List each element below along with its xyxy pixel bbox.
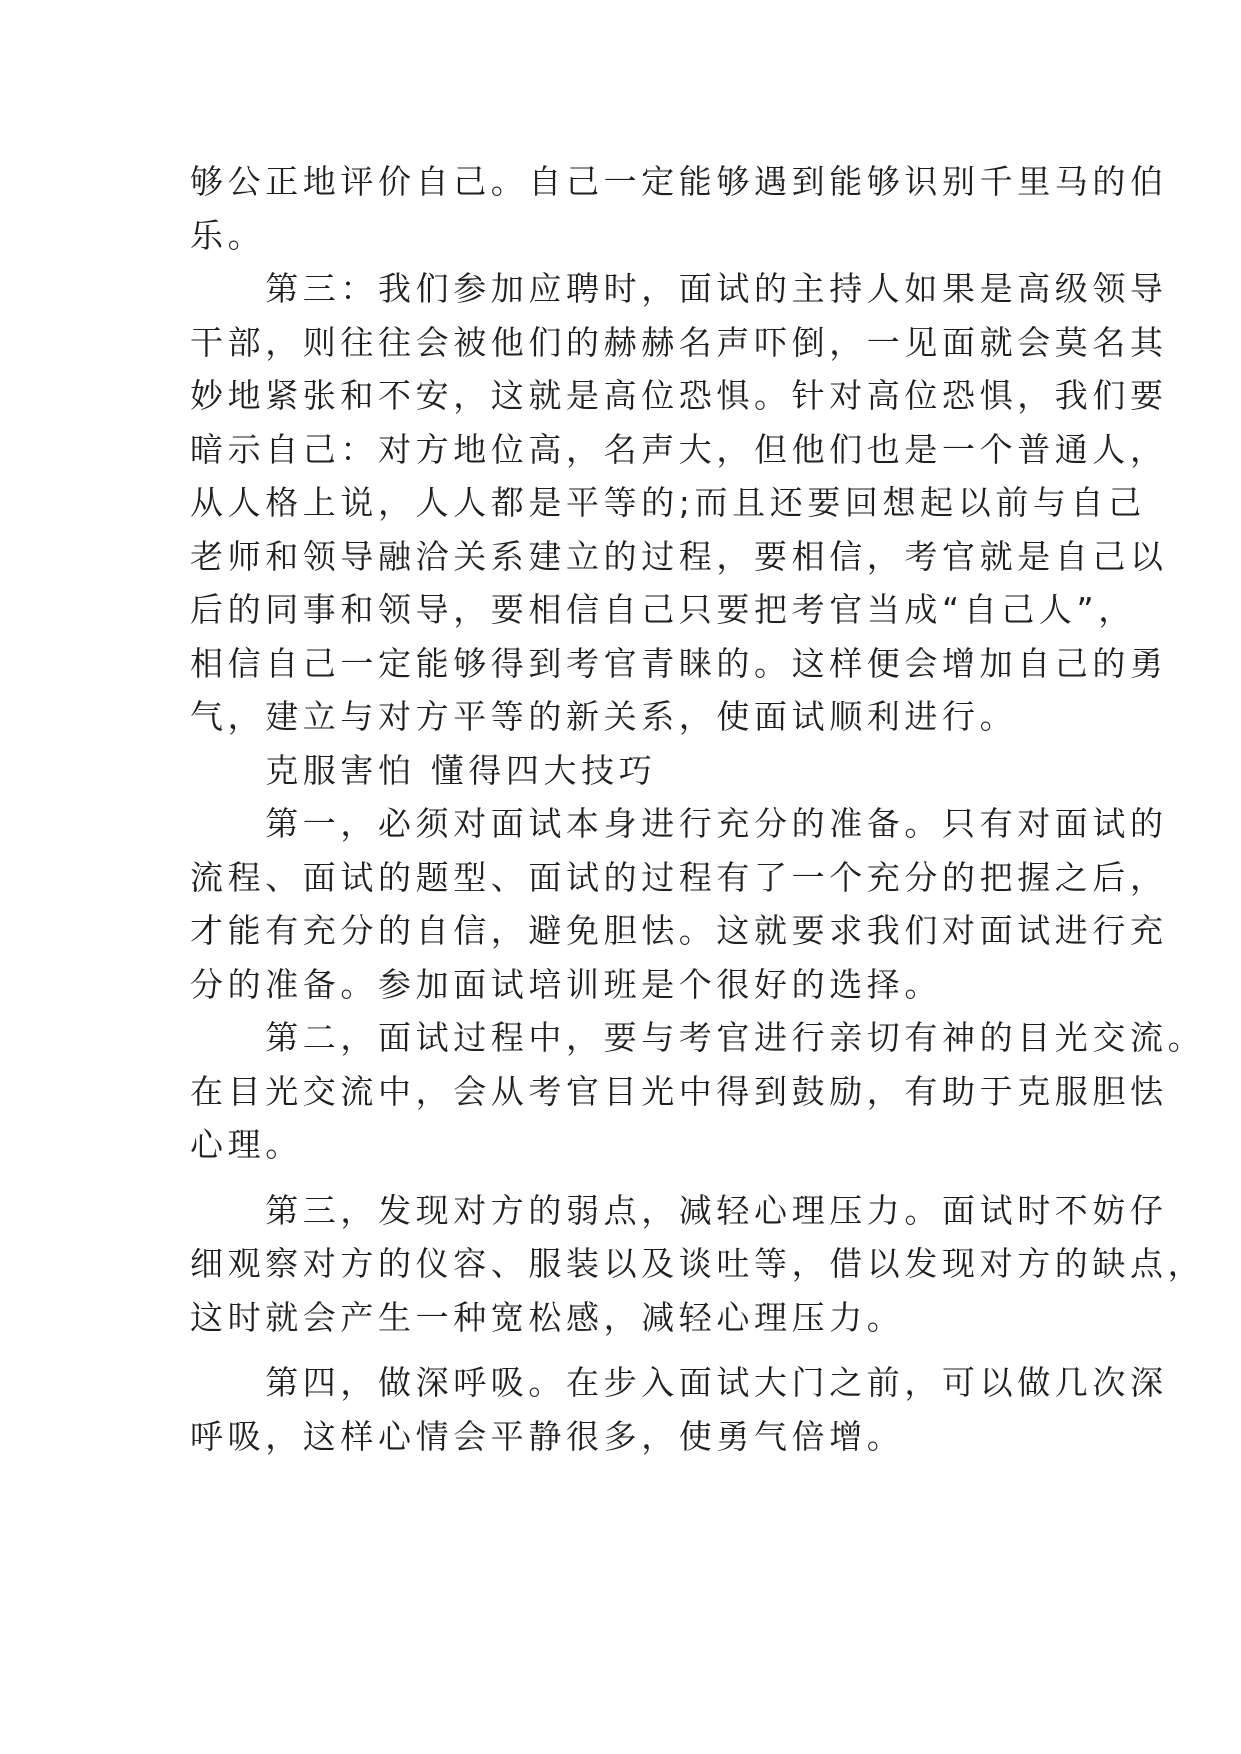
text-line: 从人格上说，人人都是平等的;而且还要回想起以前与自己 [190,483,1146,522]
section-heading: 克服害怕 懂得四大技巧 [190,750,657,790]
text-line: 才能有充分的自信，避免胆怯。这就要求我们对面试进行充 [190,911,1168,950]
text-line: 相信自己一定能够得到考官青睐的。这样便会增加自己的勇 [190,643,1168,683]
text-line: 心理。 [190,1125,303,1164]
text-line: 呼吸，这样心情会平静很多，使勇气倍增。 [190,1416,905,1456]
document-body [190,155,1206,1463]
text-line: 够公正地评价自己。自己一定能够遇到能够识别千里马的伯 [190,162,1168,201]
text-line: 细观察对方的仪容、服装以及谈吐等，借以发现对方的缺点， [190,1244,1206,1283]
text-line: 气，建立与对方平等的新关系，使面试顺利进行。 [190,697,1018,736]
text-line: 暗示自己：对方地位高，名声大，但他们也是一个普通人， [190,429,1168,469]
text-line: 流程、面试的题型、面试的过程有了一个充分的把握之后， [190,857,1168,897]
text-line: 妙地紧张和不安，这就是高位恐惧。针对高位恐惧，我们要 [190,376,1168,415]
text-line: 第三，发现对方的弱点，减轻心理压力。面试时不妨仔 [190,1190,1168,1230]
text-line: 第三：我们参加应聘时，面试的主持人如果是高级领导 [190,269,1168,308]
text-line: 老师和领导融洽关系建立的过程，要相信，考官就是自己以 [190,536,1168,576]
text-line: 后的同事和领导，要相信自己只要把考官当成“自己人”， [190,590,1136,629]
text-line: 这时就会产生一种宽松感，减轻心理压力。 [190,1297,905,1337]
text-line: 干部，则往往会被他们的赫赫名声吓倒，一见面就会莫名其 [190,322,1168,362]
text-line: 第四，做深呼吸。在步入面试大门之前，可以做几次深 [190,1363,1168,1402]
text-line: 分的准备。参加面试培训班是个很好的选择。 [190,964,942,1004]
text-line: 乐。 [190,215,266,255]
text-line: 第二，面试过程中，要与考官进行亲切有神的目光交流。 [190,1018,1206,1057]
text-line: 在目光交流中，会从考官目光中得到鼓励，有助于克服胆怯 [190,1071,1168,1111]
text-line: 第一，必须对面试本身进行充分的准备。只有对面试的 [190,804,1168,843]
